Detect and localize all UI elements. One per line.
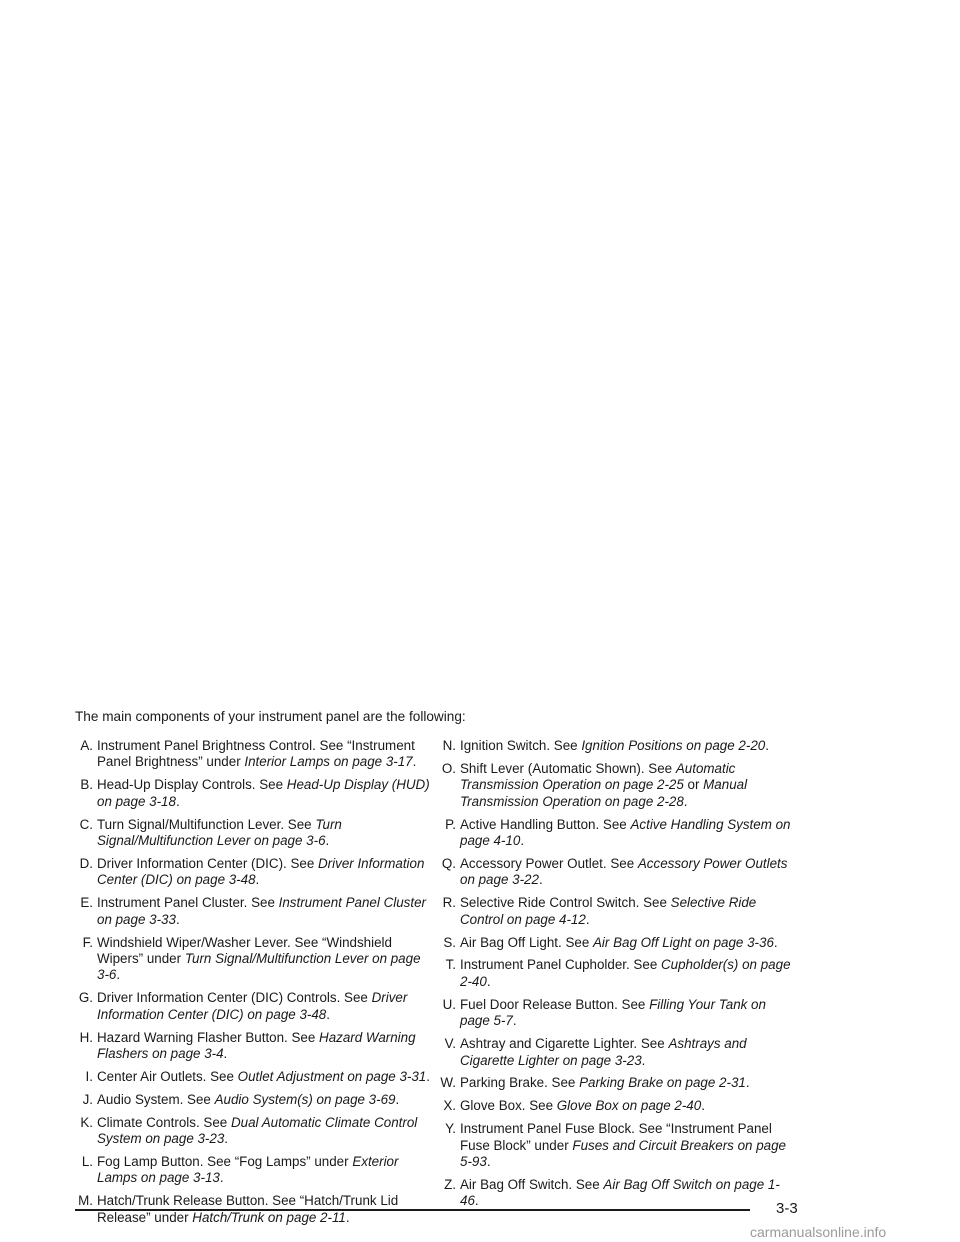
list-item: [75, 738, 435, 771]
item-description: Fog Lamp Button. See “Fog Lamps” under: [97, 1154, 353, 1170]
item-description: Driver Information Center (DIC) Controls. See: [97, 990, 372, 1006]
item-description: Instrument Panel Cupholder. See: [460, 957, 661, 973]
list-item: [438, 738, 798, 754]
item-description: .: [701, 1098, 705, 1114]
item-description: .: [585, 911, 590, 927]
item-text: [97, 1154, 435, 1187]
item-text: [460, 761, 798, 810]
item-letter: Q.: [441, 855, 456, 871]
item-letter: G.: [78, 990, 93, 1006]
item-description: Hazard Warning Flasher Button. See: [97, 1029, 320, 1045]
component-list-right: [438, 738, 798, 1216]
item-letter: J.: [82, 1091, 93, 1107]
item-letter: L.: [81, 1154, 93, 1170]
item-letter: I.: [85, 1068, 93, 1084]
item-description: .: [745, 1075, 750, 1091]
item-description: .: [486, 973, 491, 989]
item-text: [460, 817, 798, 850]
page-reference: Ignition Positions on page 2-20: [581, 738, 766, 753]
item-text: [97, 777, 435, 810]
item-text: [460, 935, 798, 951]
item-text: [97, 817, 435, 850]
item-letter: Y.: [445, 1121, 456, 1137]
item-text: [97, 935, 435, 984]
list-item: [75, 817, 435, 850]
list-item: [438, 761, 798, 810]
list-item: [438, 895, 798, 928]
item-letter: S.: [443, 934, 456, 950]
list-item: [438, 997, 798, 1030]
list-item: [438, 1098, 798, 1114]
item-description: Parking Brake. See: [460, 1075, 580, 1091]
item-letter: H.: [79, 1029, 93, 1045]
list-item: [75, 1154, 435, 1187]
item-description: .: [395, 1091, 400, 1107]
footer-rule: [75, 1209, 750, 1211]
page-reference: Selective Ride Control on page 4-12: [460, 895, 757, 927]
list-item: [438, 957, 798, 990]
page-reference: Exterior Lamps on page 3-13: [97, 1154, 399, 1186]
item-text: [460, 738, 798, 754]
item-description: .: [538, 872, 543, 888]
item-text: [97, 990, 435, 1023]
page-reference: Head-Up Display (HUD) on page 3-18: [97, 777, 430, 809]
item-description: or: [683, 777, 704, 793]
item-text: [460, 1121, 798, 1170]
watermark-text: carmanualsonline.info: [750, 1224, 887, 1240]
item-description: .: [683, 793, 688, 809]
page-reference: Manual Transmission Operation on page 2-28: [460, 777, 748, 809]
page-reference: Cupholder(s) on page 2-40: [460, 957, 791, 989]
page-reference: Fuses and Circuit Breakers on page 5-93: [460, 1137, 787, 1170]
page-reference: Glove Box on page 2-40: [556, 1098, 702, 1114]
item-text: [97, 1092, 435, 1108]
item-letter: C.: [79, 816, 93, 832]
list-item: [75, 1115, 435, 1148]
item-letter: E.: [80, 895, 93, 911]
item-letter: K.: [80, 1114, 93, 1130]
item-description: .: [175, 793, 180, 809]
item-description: Head-Up Display Controls. See: [97, 777, 287, 793]
item-letter: F.: [82, 934, 93, 950]
list-item: [75, 1030, 435, 1063]
item-text: [97, 856, 435, 889]
list-item: [438, 1075, 798, 1091]
item-description: .: [116, 967, 121, 983]
page-reference: Audio System(s) on page 3-69: [214, 1091, 396, 1107]
item-description: .: [345, 1209, 350, 1225]
list-item: [438, 817, 798, 850]
item-description: .: [325, 833, 330, 849]
item-description: .: [641, 1052, 646, 1068]
item-letter: V.: [444, 1036, 456, 1052]
list-item: [438, 935, 798, 951]
item-description: Instrument Panel Cluster. See: [97, 895, 279, 911]
item-description: Air Bag Off Switch. See: [460, 1176, 604, 1192]
item-description: Turn Signal/Multifunction Lever. See: [97, 816, 316, 832]
page-reference: Air Bag Off Light on page 3-36: [593, 934, 774, 950]
item-description: Active Handling Button. See: [460, 816, 631, 832]
page-reference: Hatch/Trunk on page 2-11: [192, 1209, 346, 1225]
item-letter: Z.: [444, 1176, 456, 1192]
item-description: Hatch/Trunk Release Button. See “Hatch/Trunk Lid Release” under: [97, 1193, 399, 1225]
list-item: [75, 856, 435, 889]
page-reference: Filling Your Tank on page 5-7: [460, 996, 766, 1029]
item-description: .: [512, 1013, 517, 1029]
item-description: Shift Lever (Automatic Shown). See: [460, 760, 676, 776]
item-description: .: [224, 1131, 229, 1147]
page-reference: Parking Brake on page 2-31: [579, 1075, 746, 1091]
list-item: [438, 1036, 798, 1069]
item-description: Glove Box. See: [460, 1098, 557, 1114]
page-reference: Ashtrays and Cigarette Lighter on page 3-23: [460, 1036, 747, 1068]
page-reference: Turn Signal/Multifunction Lever on page 3-6: [97, 950, 421, 983]
component-list-left: [75, 738, 435, 1233]
item-description: Fuel Door Release Button. See: [460, 996, 650, 1012]
list-item: [75, 1069, 435, 1085]
list-item: [75, 935, 435, 984]
item-description: Selective Ride Control Switch. See: [460, 895, 671, 911]
page-reference: Active Handling System on page 4-10: [460, 816, 791, 849]
item-description: .: [520, 833, 525, 849]
item-letter: O.: [441, 760, 456, 776]
intro-paragraph: The main components of your instrument panel are the following:: [75, 709, 466, 724]
page-reference: Turn Signal/Multifunction Lever on page 3-6: [97, 816, 342, 849]
page-reference: Air Bag Off Switch on page 1-46: [460, 1176, 780, 1209]
list-item: [438, 1121, 798, 1170]
item-letter: T.: [445, 957, 456, 973]
page-reference: Driver Information Center (DIC) on page 3-48: [97, 855, 425, 888]
item-text: [97, 1030, 435, 1063]
item-description: .: [223, 1046, 228, 1061]
item-description: Windshield Wiper/Washer Lever. See “Windshield Wipers” under: [97, 934, 392, 966]
item-description: Instrument Panel Fuse Block. See “Instrument Panel Fuse Block” under: [460, 1121, 772, 1153]
page-reference: Driver Information Center (DIC) on page 3-48: [97, 990, 408, 1022]
page-number: 3-3: [776, 1200, 798, 1217]
item-letter: D.: [79, 855, 93, 871]
item-description: Accessory Power Outlet. See: [460, 855, 638, 871]
item-description: Ashtray and Cigarette Lighter. See: [460, 1036, 669, 1052]
item-letter: R.: [442, 895, 456, 911]
list-item: [75, 1092, 435, 1108]
item-letter: M.: [78, 1193, 93, 1209]
page-reference: Interior Lamps on page 3-17: [244, 754, 413, 770]
item-description: .: [486, 1154, 491, 1170]
item-text: [460, 997, 798, 1030]
item-letter: B.: [80, 777, 93, 793]
page-reference: Dual Automatic Climate Control System on page 3-23: [97, 1114, 418, 1147]
item-text: [460, 1098, 798, 1114]
item-text: [460, 957, 798, 990]
item-description: .: [474, 1193, 479, 1209]
item-letter: P.: [445, 816, 456, 832]
list-item: [75, 990, 435, 1023]
item-description: Center Air Outlets. See: [97, 1068, 238, 1084]
item-description: .: [255, 872, 260, 888]
item-letter: U.: [442, 996, 456, 1012]
item-text: [97, 895, 435, 928]
item-text: [97, 738, 435, 771]
item-description: .: [326, 1006, 330, 1022]
page-reference: Hazard Warning Flashers on page 3-4: [97, 1029, 416, 1061]
item-description: .: [426, 1068, 430, 1084]
item-text: [97, 1115, 435, 1148]
item-text: [460, 1177, 798, 1210]
item-text: [460, 895, 798, 928]
item-letter: X.: [443, 1098, 456, 1114]
list-item: [438, 1177, 798, 1210]
page-reference: Automatic Transmission Operation on page 2-25: [460, 760, 736, 793]
list-item: [75, 777, 435, 810]
item-description: .: [773, 934, 778, 950]
item-letter: A.: [80, 738, 93, 753]
item-description: Ignition Switch. See: [460, 738, 582, 753]
list-item: [75, 895, 435, 928]
item-text: [460, 856, 798, 889]
item-description: Driver Information Center (DIC). See: [97, 855, 319, 871]
item-text: [460, 1036, 798, 1069]
item-letter: W.: [440, 1075, 456, 1091]
item-description: Instrument Panel Brightness Control. See “Instrument Panel Brightness” under: [97, 738, 415, 770]
list-item: [438, 856, 798, 889]
page-reference: Outlet Adjustment on page 3-31: [237, 1068, 427, 1084]
item-description: .: [412, 754, 417, 770]
page-reference: Accessory Power Outlets on page 3-22: [460, 855, 788, 888]
item-text: [97, 1069, 435, 1085]
item-description: Air Bag Off Light. See: [460, 934, 593, 950]
item-description: .: [175, 911, 180, 927]
item-text: [460, 1075, 798, 1091]
item-description: Audio System. See: [97, 1091, 215, 1107]
item-description: .: [219, 1170, 224, 1186]
page-reference: Instrument Panel Cluster on page 3-33: [97, 895, 426, 927]
item-letter: N.: [442, 738, 456, 753]
item-description: .: [765, 738, 769, 753]
item-description: Climate Controls. See: [97, 1114, 231, 1130]
